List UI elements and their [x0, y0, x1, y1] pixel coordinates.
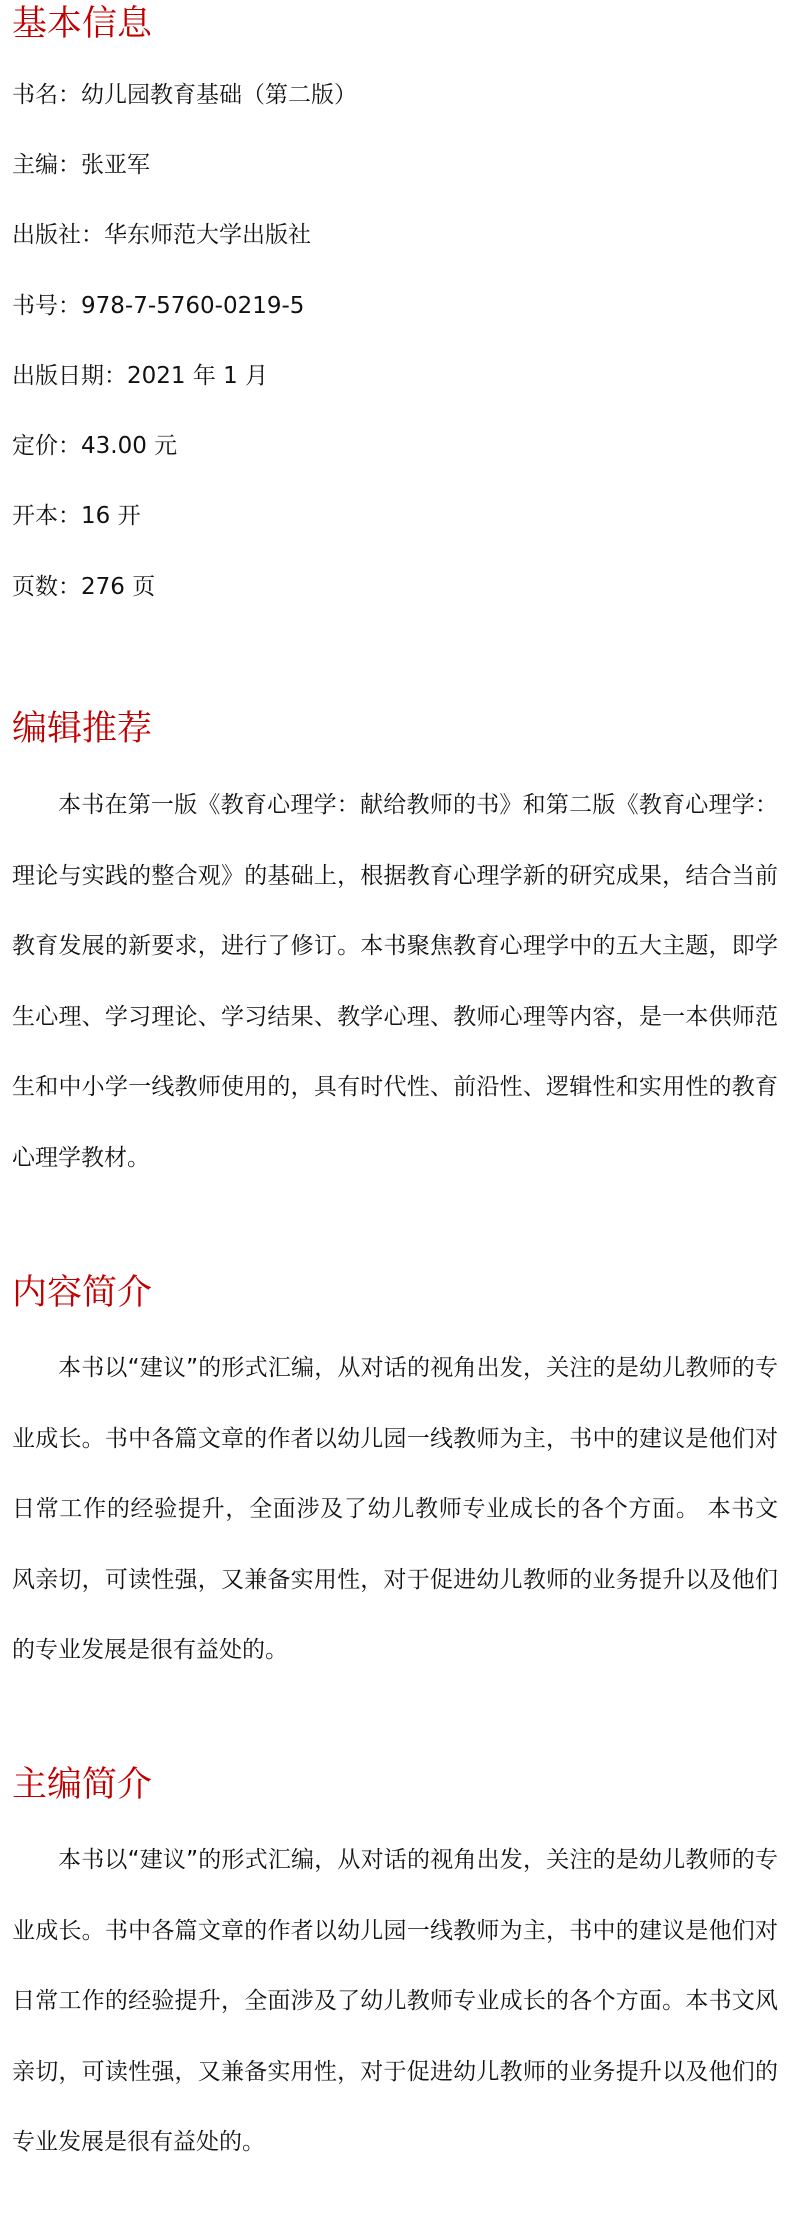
isbn-line: 书号：978-7-5760-0219-5	[12, 293, 305, 319]
editor-intro-text: 本书以“建议”的形式汇编，从对话的视角出发，关注的是幼儿教师的专业成长。书中各篇文章的作者以幼儿园一线教师为主，书中的建议是他们对日常工作的经验提升，全面涉及了幼儿教师专业成长的各个方面。本书文风亲切，可读性强，又兼备实用性，对于促进幼儿教师的业务提升以及他们的专业发展是很有益处的。	[12, 1847, 778, 2155]
book-title-line: 书名：幼儿园教育基础（第二版）	[12, 82, 357, 108]
editor-recommend-text: 本书在第一版《教育心理学：献给教师的书》和第二版《教育心理学：理论与实践的整合观》的基础上，根据教育心理学新的研究成果，结合当前教育发展的新要求，进行了修订。本书聚焦教育心理学中的五大主题，即学生心理、学习理论、学习结果、教学心理、教师心理等内容，是一本供师范生和中小学一线教师使用的，具有时代性、前沿性、逻辑性和实用性的教育心理学教材。	[12, 792, 778, 1171]
content-intro-text: 本书以“建议”的形式汇编，从对话的视角出发，关注的是幼儿教师的专业成长。书中各篇文章的作者以幼儿园一线教师为主，书中的建议是他们对日常工作的经验提升，全面涉及了幼儿教师专业成长的各个方面。 本书文风亲切，可读性强，又兼备实用性，对于促进幼儿教师的业务提升以及他们的专业发展是很有益处的。	[12, 1355, 778, 1663]
editor-recommend-heading: 编辑推荐	[12, 709, 153, 749]
publish-date-line: 出版日期：2021 年 1 月	[12, 363, 269, 389]
basic-info-heading: 基本信息	[12, 4, 153, 44]
page-count-line: 页数：276 页	[12, 574, 156, 600]
chief-editor-line: 主编：张亚军	[12, 152, 150, 178]
publisher-line: 出版社：华东师范大学出版社	[12, 222, 311, 248]
editor-intro-heading: 主编简介	[12, 1765, 153, 1805]
price-line: 定价：43.00 元	[12, 433, 178, 459]
content-intro-heading: 内容简介	[12, 1273, 153, 1313]
format-line: 开本：16 开	[12, 503, 141, 529]
